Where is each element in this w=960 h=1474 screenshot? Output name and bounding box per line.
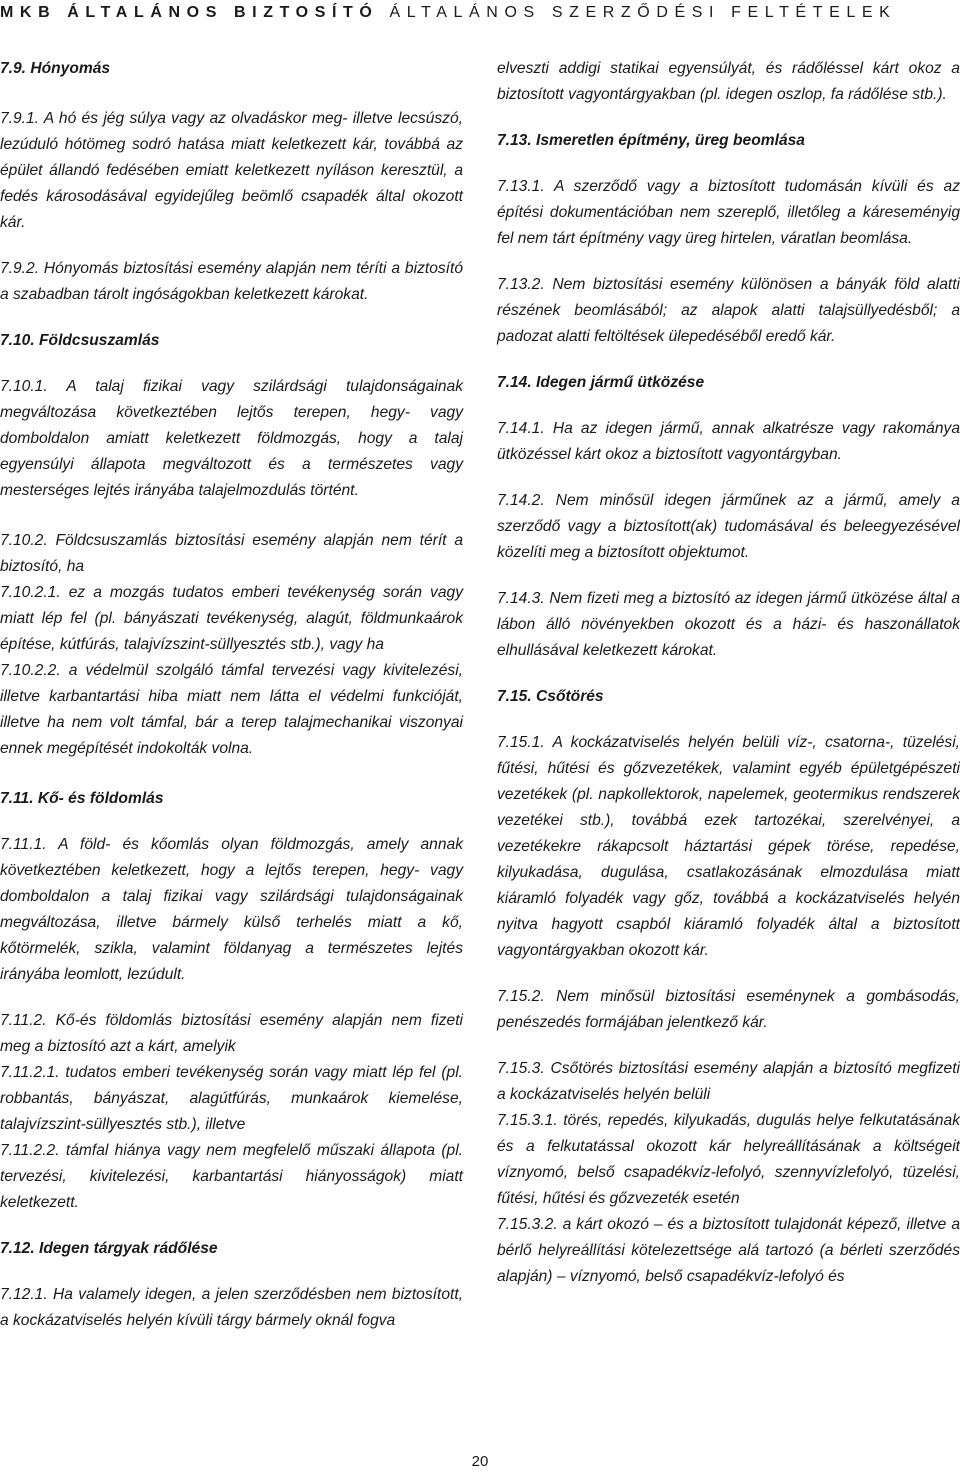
paragraph-7-15-1: 7.15.1. A kockázatviselés helyén belüli víz-, csatorna-, tüzelési, fűtési, hűtési és gőzvezetékek, valamint egyéb épületgépészeti vezetékek (pl. napkollektorok, napelemek, geotermikus rendszerek vezetékei stb.), továbbá ezek tartozékai, szerelvényei, a vezetékekre rákapcsolt háztartási gépek törése, repedése, kilyukadása, dugulása, csatlakozásának elmozdulása miatt kiáramló folyadék vagy gőz, továbbá a kockázatviselés helyén nyitva hagyott csapból kiáramló folyadék által a biztosított vagyontárgyakban okozott kár.	[497, 734, 960, 959]
paragraph-7-9-2: 7.9.2. Hónyomás biztosítási esemény alapján nem téríti a biztosító a szabadban tárolt ingóságokban keletkezett károkat.	[0, 260, 463, 303]
left-column	[0, 56, 463, 1334]
paragraph-7-10-2-2: 7.10.2.2. a védelmül szolgáló támfal tervezési vagy kivitelezési, illetve karbantartási hiba miatt nem látta el védelmi funkcióját, illetve ha nem volt támfal, bár a terep talajmechanikai viszonyai ennek megépítését indokolták volna.	[0, 662, 463, 757]
paragraph-7-15-3: 7.15.3. Csőtörés biztosítási esemény alapján a biztosító megfizeti a kockázatviselés helyén belüli	[497, 1060, 960, 1103]
paragraph-7-10-2-1: 7.10.2.1. ez a mozgás tudatos emberi tevékenység során vagy miatt lép fel (pl. bányászati tevékenység, alagút, földmunkaárok építése, kútfúrás, talajvízszint-süllyesztés stb.), vagy ha	[0, 584, 463, 653]
document-header	[0, 0, 960, 26]
paragraph-7-9-1: 7.9.1. A hó és jég súlya vagy az olvadáskor meg- illetve lecsúszó, lezúduló hótömeg sodró hatása miatt keletkezett kár, továbbá az épület állandó fedésében emiatt keletkezett nyíláson keresztül, a fedés károsodásával egyidejűleg beömlő csapadék által okozott kár.	[0, 110, 463, 231]
paragraph-7-14-1: 7.14.1. Ha az idegen jármű, annak alkatrésze vagy rakománya ütközéssel kárt okoz a biztosított vagyontárgyban.	[497, 420, 960, 463]
paragraph-7-15-3-2: 7.15.3.2. a kárt okozó – és a biztosított tulajdonát képező, illetve a bérlő helyreállítási kötelezettsége alá tartozó (a bérleti szerződés alapján) – víznyomó, belső csapadékvíz-lefolyó és	[497, 1216, 960, 1285]
paragraph-7-13-1: 7.13.1. A szerződő vagy a biztosított tudomásán kívüli és az építési dokumentációban nem szereplő, illetőleg a káreseményig fel nem tárt építmény vagy üreg hirtelen, váratlan beomlása.	[497, 178, 960, 247]
section-heading-7-13: 7.13. Ismeretlen építmény, üreg beomlása	[497, 132, 805, 149]
section-heading-7-15: 7.15. Csőtörés	[497, 688, 604, 705]
section-heading-7-11: 7.11. Kő- és földomlás	[0, 790, 164, 807]
section-heading-7-12: 7.12. Idegen tárgyak rádőlése	[0, 1240, 218, 1257]
paragraph-7-14-2: 7.14.2. Nem minősül idegen járműnek az a jármű, amely a szerződő vagy a biztosított(ak) tudomásával és beleegyezésével közelíti meg a biztosított objektumot.	[497, 492, 960, 561]
paragraph-7-12-1-continued: elveszti addigi statikai egyensúlyát, és rádőléssel kárt okoz a biztosított vagyontárgyakban (pl. idegen oszlop, fa rádőlése stb.).	[497, 60, 960, 103]
section-heading-7-9: 7.9. Hónyomás	[0, 60, 111, 77]
paragraph-7-12-1: 7.12.1. Ha valamely idegen, a jelen szerződésben nem biztosított, a kockázatviselés helyén kívüli tárgy bármely oknál fogva	[0, 1286, 463, 1329]
paragraph-7-11-2-2: 7.11.2.2. támfal hiánya vagy nem megfelelő műszaki állapota (pl. tervezési, kivitelezési, karbantartási hiányosságok) miatt keletkezett.	[0, 1142, 463, 1211]
section-heading-7-10: 7.10. Földcsuszamlás	[0, 332, 160, 349]
paragraph-7-10-1: 7.10.1. A talaj fizikai vagy szilárdsági tulajdonságainak megváltozása következtében lejtős terepen, hegy- vagy domboldalon amiatt keletkezett földmozgás, hogy a talaj egyensúlyi állapota megváltozott és a természetes vagy mesterséges lejtés irányába talajelmozdulás történt.	[0, 378, 463, 499]
right-column	[497, 56, 960, 1290]
paragraph-7-11-2-1: 7.11.2.1. tudatos emberi tevékenység során vagy miatt lép fel (pl. robbantás, bányászat, alagútfúrás, munkaárok kiemelése, talajvízszint-süllyesztés stb.), illetve	[0, 1064, 463, 1133]
paragraph-7-11-1: 7.11.1. A föld- és kőomlás olyan földmozgás, amely annak következtében keletkezett, hogy a lejtős terepen, hegy- vagy domboldalon a talaj fizikai vagy szilárdsági tulajdonságainak megváltozása, illetve bármely külső terhelés miatt a kő, kőtörmelék, szikla, valamint földanyag a természetes lejtés irányába leomlott, lezúdult.	[0, 836, 463, 983]
paragraph-7-15-3-1: 7.15.3.1. törés, repedés, kilyukadás, dugulás helye felkutatásának és a felkutatással okozott kár helyreállításának a költségeit víznyomó, belső csapadékvíz-lefolyó, szennyvízlefolyó, tüzelési, fűtési, hűtési és gőzvezeték esetén	[497, 1112, 960, 1207]
paragraph-7-14-3: 7.14.3. Nem fizeti meg a biztosító az idegen jármű ütközése által a lábon álló növényekben okozott és a házi- és haszonállatok elhullásával keletkezett károkat.	[497, 590, 960, 659]
paragraph-7-15-2: 7.15.2. Nem minősül biztosítási eseménynek a gombásodás, penészedés formájában jelentkező kár.	[497, 988, 960, 1031]
header-company: MKB ÁLTALÁNOS BIZTOSÍTÓ	[0, 4, 379, 21]
header-conditions: ÁLTALÁNOS SZERZŐDÉSI FELTÉTELEK	[389, 4, 897, 21]
paragraph-7-13-2: 7.13.2. Nem biztosítási esemény különösen a bányák föld alatti részének beomlásából; az alapok alatti talajsüllyedésből; a padozat alatti feltöltések ülepedéséből eredő kár.	[497, 276, 960, 345]
paragraph-7-11-2: 7.11.2. Kő-és földomlás biztosítási esemény alapján nem fizeti meg a biztosító azt a kárt, amelyik	[0, 1012, 463, 1055]
page-number: 20	[471, 1453, 489, 1470]
section-heading-7-14: 7.14. Idegen jármű ütközése	[497, 374, 705, 391]
paragraph-7-10-2: 7.10.2. Földcsuszamlás biztosítási esemény alapján nem térít a biztosító, ha	[0, 532, 463, 575]
